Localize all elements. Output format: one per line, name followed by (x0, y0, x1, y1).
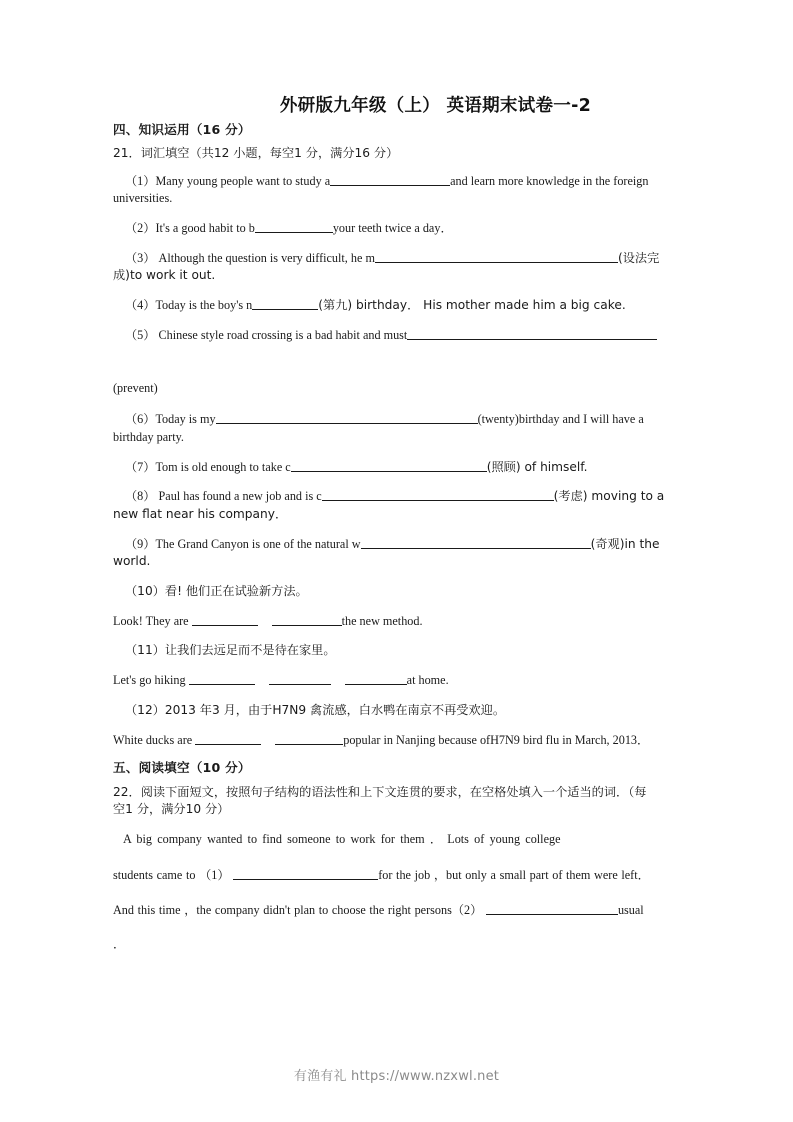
answer-blank[interactable] (252, 298, 318, 310)
question-4-text-a: （4）Today is the boy's n (125, 297, 253, 312)
passage-line-2 (113, 866, 679, 884)
question-item-9 (113, 536, 679, 571)
passage-line-2-text-a: students came to （1） (113, 867, 230, 882)
passage-line-3 (113, 901, 679, 919)
answer-blank[interactable] (195, 733, 261, 745)
question-item-11-chinese: （11）让我们去远足而不是待在家里。 (125, 643, 336, 658)
question-3-text-b: (设法完成)to work it out. (113, 250, 660, 283)
question-10-text-b: the new method. (341, 613, 423, 628)
answer-blank[interactable] (407, 328, 657, 340)
section-heading-five: 五、阅读填空（10 分） (113, 760, 251, 776)
question-item-6 (113, 411, 679, 446)
answer-blank[interactable] (216, 412, 478, 424)
footer-watermark: 有渔有礼 https://www.nzxwl.net (293, 1069, 500, 1084)
question-22-head-line2: 空1 分，满分10 分） (113, 802, 230, 817)
answer-blank[interactable] (330, 174, 450, 186)
answer-blank[interactable] (486, 903, 618, 915)
question-9-text-a: （9）The Grand Canyon is one of the natural w (125, 536, 361, 551)
question-item-12-chinese: （12）2013 年3 月，由于H7N9 禽流感，白水鸭在南京不再受欢迎。 (125, 703, 506, 718)
question-item-2 (113, 220, 679, 237)
question-1-text-b: and learn more knowledge in the foreign universities. (113, 173, 649, 206)
question-item-3 (113, 250, 679, 285)
question-3-text-a: （3） Although the question is very difficult, he m (125, 250, 375, 265)
answer-blank[interactable] (291, 459, 487, 471)
answer-blank[interactable] (189, 673, 255, 685)
question-8-text-b: (考虑) moving to a new flat near his company． (113, 489, 665, 521)
passage-line-2-text-b: for the job ，but only a small part of them were left． (378, 867, 650, 882)
question-item-10-chinese: （10）看! 他们正在试验新方法。 (125, 583, 308, 598)
question-12-text-a: White ducks are (113, 732, 193, 747)
answer-blank[interactable] (322, 489, 554, 501)
question-6-text-a: （6）Today is my (125, 412, 216, 427)
question-9-text-b: (奇观)in the world. (113, 536, 660, 568)
question-11-text-b: at home. (406, 673, 449, 688)
question-5-hint: (prevent) (113, 381, 158, 396)
question-item-8 (113, 488, 679, 523)
question-2-text-a: （2）It's a good habit to b (125, 221, 255, 235)
answer-blank[interactable] (345, 673, 407, 685)
question-21-head: 21．词汇填空（共12 小题，每空1 分，满分16 分） (113, 145, 399, 160)
question-10-text-a: Look! They are (113, 613, 189, 628)
question-12-text-b: popular in Nanjing because ofH7N9 bird flu in March, 2013． (343, 732, 650, 747)
question-item-10-english (113, 613, 679, 630)
question-7-text-b: (照顾) of himself. (486, 459, 588, 474)
question-5-text-a: （5） Chinese style road crossing is a bad habit and must (125, 327, 408, 342)
answer-blank[interactable] (233, 867, 378, 879)
question-11-text-a: Let's go hiking (113, 673, 186, 688)
passage-line-3-text-b: usual (617, 902, 644, 917)
answer-blank[interactable] (361, 536, 591, 548)
question-item-5 (113, 327, 679, 344)
page-title: 外研版九年级（上） 英语期末试卷一-2 (279, 96, 592, 116)
answer-blank[interactable] (375, 251, 618, 263)
question-8-text-a: （8） Paul has found a new job and is c (125, 489, 322, 504)
answer-blank[interactable] (272, 613, 342, 625)
answer-blank[interactable] (192, 613, 258, 625)
question-1-text-a: （1）Many young people want to study a (125, 173, 331, 188)
answer-blank[interactable] (275, 733, 343, 745)
passage-line-3-text-a: And this time ，the company didn't plan to choose the right persons（2） (113, 902, 483, 917)
question-item-12-english (113, 732, 679, 749)
passage-line-4: ． (113, 937, 126, 952)
question-item-4 (113, 297, 679, 314)
document-content (113, 124, 679, 953)
question-item-1 (113, 173, 679, 208)
question-2-text-b: your teeth twice a day． (332, 221, 453, 235)
section-heading-four: 四、知识运用（16 分） (113, 122, 251, 137)
passage-line-1: A big company wanted to find someone to work for them ． Lots of young college (123, 832, 561, 847)
question-6-text-b: (twenty)birthday and I will have a birthday party. (113, 412, 644, 444)
answer-blank[interactable] (269, 673, 331, 685)
question-4-text-b: (第九) birthday． His mother made him a big cake. (318, 297, 626, 312)
answer-blank[interactable] (255, 221, 333, 233)
question-22-head-line1: 22．阅读下面短文，按照句子结构的语法性和上下文连贯的要求，在空格处填入一个适当的词．（每 (113, 784, 647, 799)
question-7-text-a: （7）Tom is old enough to take c (125, 459, 291, 474)
question-item-11-english (113, 672, 679, 689)
question-item-7 (113, 459, 679, 476)
